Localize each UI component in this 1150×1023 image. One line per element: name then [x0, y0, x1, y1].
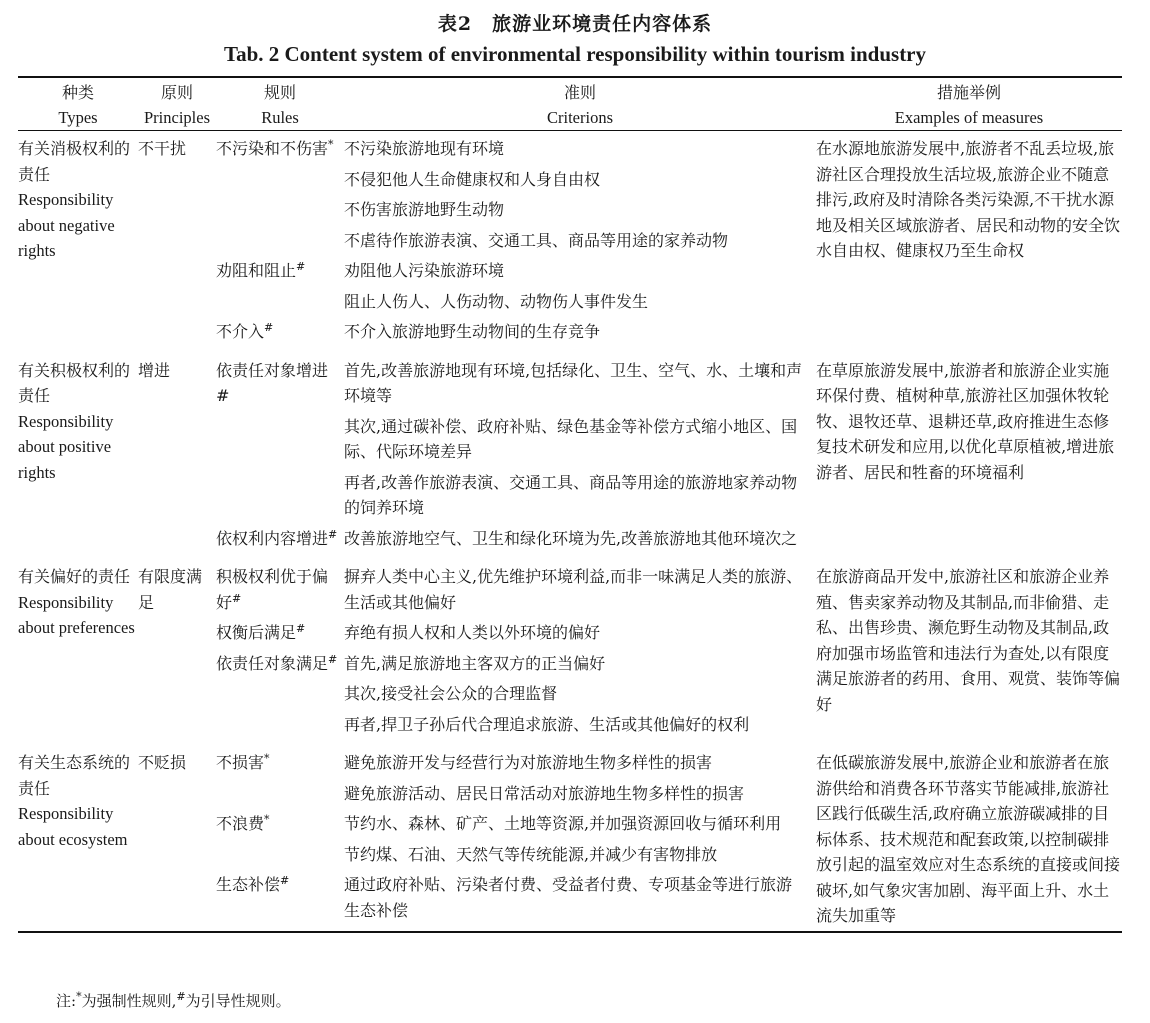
criterion-cell: 避免旅游开发与经营行为对旅游地生物多样性的损害 [344, 753, 713, 772]
rule-label: 劝阻和阻止 [216, 261, 297, 280]
rule-cell [216, 870, 344, 932]
table-row [18, 745, 1122, 779]
criterion-cell: 不虐待作旅游表演、交通工具、商品等用途的家养动物 [344, 230, 729, 250]
measure-cell: 在低碳旅游发展中,旅游企业和旅游者在旅游供给和消费各环节落实节能减排,旅游社区践行低碳生活,政府确立旅游碳减排的目标体系、技术规范和配套政策,以控制碳排放引起的温室效应对生态系统的直接或间接破坏,如气象灾害加剧、海平面上升、水土流失加重等 [816, 753, 1121, 925]
type-cell [18, 745, 138, 932]
rule-mark: * [264, 813, 270, 826]
type-cell [18, 131, 138, 353]
rule-label: 依权利内容增进 [216, 528, 329, 548]
criterion-cell: 其次,接受社会公众的合理监督 [344, 684, 558, 703]
table-footnote: 注:*为强制性规则,#为引导性规则。 [56, 990, 291, 1010]
criterion-cell: 节约水、森林、矿产、土地等资源,并加强资源回收与循环利用 [344, 814, 782, 833]
principle-cell: 不干扰 [138, 139, 187, 158]
type-en: Responsibility about preferences [18, 592, 135, 637]
rule-mark: # [296, 622, 306, 635]
principle-cell: 增进 [138, 360, 171, 380]
criterion-cell: 其次,通过碳补偿、政府补贴、绿色基金等补偿方式缩小地区、国际、代际环境差异 [344, 416, 798, 461]
rule-label: 权衡后满足 [216, 623, 297, 642]
rule-mark: * [264, 752, 270, 765]
criterion-cell: 不介入旅游地野生动物间的生存竞争 [344, 322, 601, 341]
criterion-cell: 通过政府补贴、污染者付费、受益者付费、专项基金等进行旅游生态补偿 [344, 875, 793, 920]
rule-cell [216, 618, 344, 649]
rule-cell [216, 745, 344, 809]
type-en: Responsibility about positive rights [18, 411, 114, 482]
rule-label: 不浪费 [216, 814, 265, 833]
type-cell [18, 353, 138, 560]
rule-cell [216, 353, 344, 524]
rule-label: 积极权利优于偏好 [216, 567, 329, 612]
rule-mark: # [264, 321, 274, 334]
criterion-cell: 劝阻他人污染旅游环境 [344, 261, 505, 280]
type-cn: 有关生态系统的责任 [18, 753, 131, 798]
rule-label: 不损害 [216, 753, 265, 772]
rule-cell [216, 809, 344, 870]
rule-cell [216, 256, 344, 317]
criterion-cell: 首先,满足旅游地主客双方的正当偏好 [344, 653, 606, 673]
type-cn: 有关偏好的责任 [18, 567, 131, 586]
criterion-cell: 避免旅游活动、居民日常活动对旅游地生物多样性的损害 [344, 783, 745, 803]
criterion-cell: 弃绝有损人权和人类以外环境的偏好 [344, 623, 601, 642]
criterion-cell: 不伤害旅游地野生动物 [344, 200, 505, 219]
table-title-en: Tab. 2 Content system of environmental responsibility within tourism industry [223, 42, 927, 66]
type-en: Responsibility about ecosystem [18, 804, 128, 849]
criterion-cell: 再者,捍卫子孙后代合理追求旅游、生活或其他偏好的权利 [344, 714, 750, 734]
criterion-cell: 不侵犯他人生命健康权和人身自由权 [344, 169, 601, 189]
table-title-cn: 表2 旅游业环境责任内容体系 [437, 13, 713, 35]
type-cn: 有关积极权利的责任 [18, 360, 131, 405]
rule-cell [216, 649, 344, 746]
responsibility-table [18, 76, 1122, 933]
rule-mark: # [280, 874, 290, 887]
table-row [18, 131, 1122, 165]
mandatory-mark: * [76, 990, 82, 1003]
criterion-cell: 改善旅游地空气、卫生和绿化环境为先,改善旅游地其他环境次之 [344, 528, 798, 548]
header-criterions: 准则 Criterions [547, 83, 613, 127]
criterion-cell: 阻止人伤人、人伤动物、动物伤人事件发生 [344, 291, 649, 311]
rule-cell [216, 524, 344, 560]
criterion-cell: 首先,改善旅游地现有环境,包括绿化、卫生、空气、水、土壤和声环境等 [344, 360, 803, 405]
rule-label: 不介入 [216, 322, 265, 341]
criterion-cell: 不污染旅游地现有环境 [344, 139, 505, 158]
type-cell [18, 559, 138, 745]
table-header-row [18, 77, 1122, 131]
rule-cell [216, 559, 344, 618]
rule-mark: # [328, 652, 338, 666]
rule-label: 依责任对象满足 [216, 653, 329, 673]
principle-cell: 不贬损 [138, 753, 187, 772]
measure-cell: 在草原旅游发展中,旅游者和旅游企业实施环保付费、植树种草,旅游社区加强休牧轮牧、退牧还草、退耕还草,政府推进生态修复技术研发和应用,以优化草原植被,增进旅游者、居民和牲畜的环境福利 [816, 360, 1115, 482]
table-row [18, 559, 1122, 618]
rule-label: 不污染和不伤害 [216, 139, 329, 158]
guiding-mark: # [176, 990, 186, 1003]
type-cn: 有关消极权利的责任 [18, 139, 131, 184]
principle-cell: 有限度满足 [138, 567, 203, 612]
criterion-cell: 摒弃人类中心主义,优先维护环境利益,而非一味满足人类的旅游、生活或其他偏好 [344, 567, 803, 612]
rule-mark: # [232, 591, 242, 605]
type-en: Responsibility about negative rights [18, 190, 115, 260]
rule-mark: # [296, 260, 306, 273]
measure-cell: 在水源地旅游发展中,旅游者不乱丢垃圾,旅游社区合理投放生活垃圾,旅游企业不随意排污,政府及时清除各类污染源,不干扰水源地及相关区域旅游者、居民和动物的安全饮水自由权、健康权乃至生命权 [816, 139, 1121, 260]
header-principles: 原则 Principles [144, 83, 210, 127]
rule-label: 依责任对象增进# [216, 360, 329, 405]
criterion-cell: 再者,改善作旅游表演、交通工具、商品等用途的旅游地家养动物的饲养环境 [344, 472, 798, 517]
rule-label: 生态补偿 [216, 875, 281, 894]
rule-mark: # [328, 527, 338, 541]
rule-cell [216, 317, 344, 353]
rule-cell [216, 131, 344, 257]
header-types: 种类 Types [58, 83, 98, 127]
header-rules: 规则 Rules [261, 83, 299, 127]
rule-mark: * [328, 138, 334, 151]
header-measures: 措施举例 Examples of measures [894, 83, 1044, 127]
table-row [18, 353, 1122, 412]
criterion-cell: 节约煤、石油、天然气等传统能源,并减少有害物排放 [344, 844, 718, 864]
measure-cell: 在旅游商品开发中,旅游社区和旅游企业养殖、售卖家养动物及其制品,而非偷猎、走私、出售珍贵、濒危野生动物及其制品,政府加强市场监管和违法行为查处,以有限度满足旅游者的药用、食用、观赏、装饰等偏好 [816, 567, 1121, 714]
